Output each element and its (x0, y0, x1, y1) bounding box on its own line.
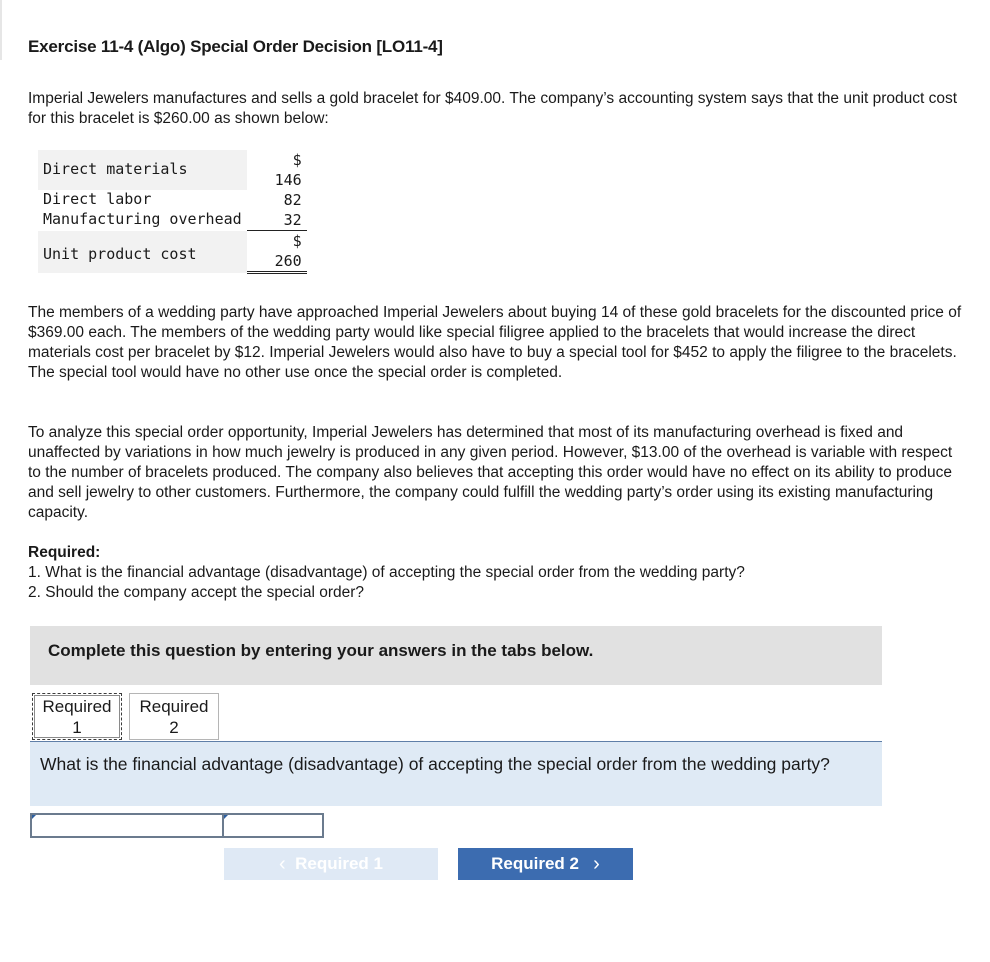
cost-row-manufacturing-overhead (38, 210, 307, 231)
exercise-title: Exercise 11-4 (Algo) Special Order Decision [LO11-4] (28, 37, 443, 56)
cost-value: 32 (247, 210, 307, 231)
total-label: Unit product cost (38, 231, 247, 273)
currency-symbol: $ (292, 232, 302, 250)
cost-row-direct-materials (38, 150, 307, 190)
total-amount (247, 231, 307, 273)
answer-row (30, 813, 324, 838)
cost-row-unit-product-cost (38, 231, 307, 273)
cost-label: Direct labor (43, 190, 152, 208)
cost-label: Direct materials (38, 150, 247, 190)
answer-label-input[interactable] (36, 815, 220, 836)
tab-required-2[interactable] (129, 693, 219, 740)
previous-button-label: Required 1 (295, 854, 383, 873)
chevron-right-icon: › (593, 853, 600, 875)
next-required-button[interactable] (458, 848, 633, 880)
cost-row-direct-labor (38, 190, 307, 210)
tab-label-line1: Required (139, 697, 209, 716)
cost-value: 82 (283, 191, 302, 209)
cost-amount (247, 150, 307, 190)
overhead-paragraph: To analyze this special order opportunity, Imperial Jewelers has determined that most of its manufacturing overhead is fixed and unaffected by variations in how much jewelry is produced in any given period. However, $13.00 of the overhead is variable with respect to the number of bracelets produced. The company also believes that accepting this order would have no effect on its ability to produce and sell jewelry to other customers. Furthermore, the company could fulfill the wedding party’s order using its existing manufacturing capacity. (28, 424, 953, 521)
previous-required-button[interactable] (224, 848, 438, 880)
intro-paragraph: Imperial Jewelers manufactures and sells a gold bracelet for $409.00. The company’s accounting system says that the unit product cost for this bracelet is $260.00 as shown below: (28, 90, 958, 127)
page-edge-rule (0, 0, 2, 60)
required-item-2: 2. Should the company accept the special order? (28, 584, 365, 601)
tab-label-line2: 2 (169, 718, 179, 737)
dropdown-marker-icon (32, 815, 36, 819)
special-order-paragraph: The members of a wedding party have approached Imperial Jewelers about buying 14 of these gold bracelets for the discounted price of $369.00 each. The members of the wedding party would like special filigree applied to the bracelets that would increase the direct materials cost per bracelet by $12. Imperial Jewelers would also have to buy a special tool for $452 to apply the filigree to the bracelets. The special tool would have no other use once the special order is completed. (28, 304, 962, 381)
unit-cost-table (38, 150, 307, 274)
total-value: 260 (274, 252, 302, 270)
input-marker-icon (224, 815, 228, 819)
required-section (28, 543, 963, 603)
next-button-label: Required 2 (491, 854, 579, 873)
instructions-banner: Complete this question by entering your answers in the tabs below. (30, 626, 882, 685)
tab-required-1[interactable] (32, 693, 122, 740)
chevron-left-icon: ‹ (279, 853, 286, 875)
cost-value: 146 (274, 171, 302, 189)
currency-symbol: $ (292, 151, 302, 169)
tab-label-line1: Required (42, 697, 112, 716)
cost-label: Manufacturing overhead (43, 210, 242, 228)
required-item-1: 1. What is the financial advantage (disadvantage) of accepting the special order from the wedding party? (28, 564, 745, 581)
required-heading: Required: (28, 544, 101, 561)
tab-label-line2: 1 (72, 718, 82, 737)
question-prompt: What is the financial advantage (disadvantage) of accepting the special order from the wedding party? (30, 742, 882, 806)
answer-amount-input[interactable] (228, 815, 322, 836)
